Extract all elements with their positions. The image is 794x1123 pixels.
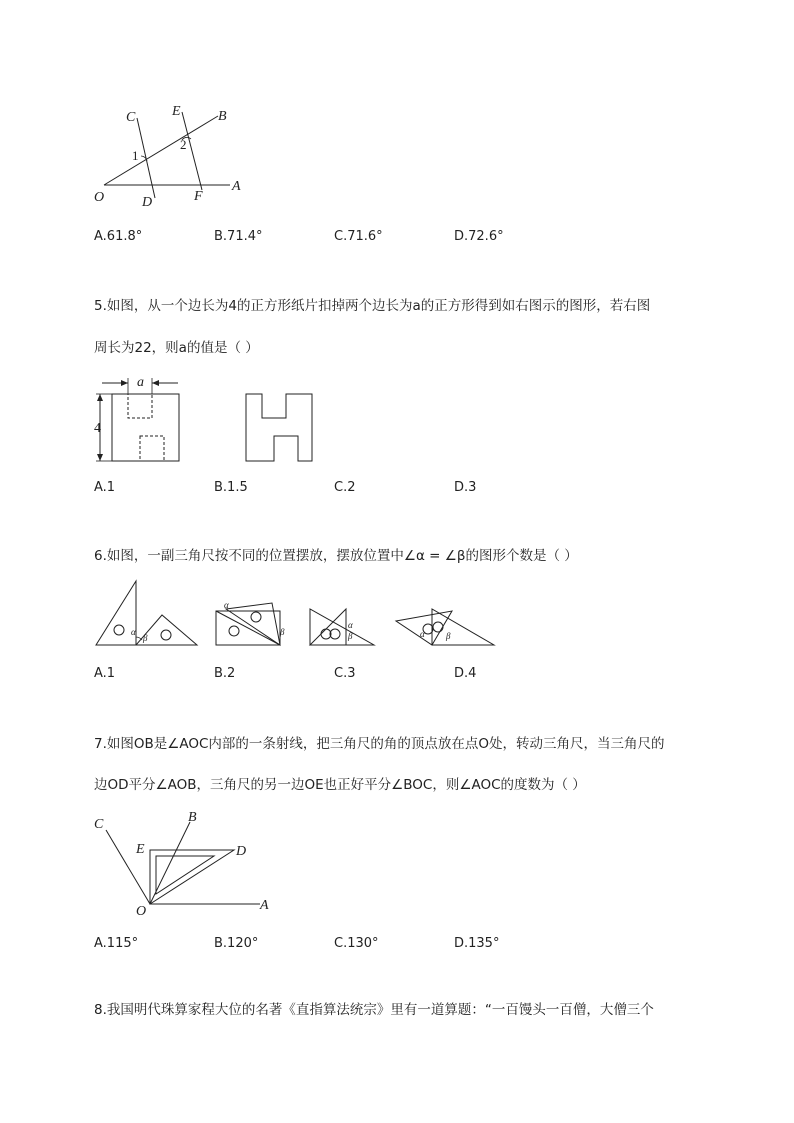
- q8-text-line-1: 8.我国明代珠算家程大位的名著《直指算法统宗》里有一道算题：“一百馒头一百僧，大僧三个: [94, 1002, 654, 1018]
- q6-f3-alpha: α: [348, 620, 353, 630]
- q4-option-a: A.61.8°: [94, 229, 143, 244]
- q5-label-4: 4: [94, 421, 101, 436]
- q5-dim-4-arrow-bottom: [97, 454, 103, 461]
- q7-figure: [88, 808, 288, 918]
- q7-text-line-1: 7.如图OB是∠AOC内部的一条射线，把三角尺的角的顶点放在点O处，转动三角尺，当三角尺的: [94, 736, 665, 752]
- q7-label-c: C: [94, 817, 104, 832]
- q5-h-shape: [246, 394, 312, 461]
- q6-f2-alpha: α: [224, 600, 229, 610]
- q6-f3-beta: β: [348, 631, 353, 641]
- q4-label-c: C: [126, 110, 136, 125]
- q7-label-d: D: [236, 844, 247, 859]
- q6-f4-beta: β: [446, 631, 451, 641]
- q6-figure-4: [396, 609, 494, 645]
- q5-removed-square-top: [128, 394, 152, 418]
- q7-label-e: E: [136, 842, 145, 857]
- q6-figure: [90, 575, 500, 655]
- q5-dim-a-left-arrow: [121, 380, 128, 386]
- q5-text-line-1: 5.如图，从一个边长为4的正方形纸片扣掉两个边长为a的正方形得到如右图示的图形，若右图: [94, 298, 651, 314]
- q5-text-line-2: 周长为22，则a的值是（ ）: [94, 340, 259, 356]
- q6-f1-alpha: α: [131, 627, 136, 637]
- q6-figure-3: [310, 609, 374, 645]
- q6-f1-beta: β: [143, 633, 148, 643]
- q7-option-b: B.120°: [214, 936, 259, 951]
- q7-option-d: D.135°: [454, 936, 500, 951]
- q4-label-b: B: [218, 109, 227, 124]
- q6-option-d: D.4: [454, 666, 477, 681]
- q4-label-f: F: [194, 189, 203, 204]
- q4-ray-ob: [104, 116, 218, 185]
- q7-option-a: A.115°: [94, 936, 139, 951]
- q4-label-o: O: [94, 190, 105, 205]
- q4-label-d: D: [142, 195, 153, 210]
- q4-option-d: D.72.6°: [454, 229, 504, 244]
- q5-removed-square-bottom: [140, 436, 164, 461]
- q6-figure-2: [216, 600, 285, 645]
- q5-label-a: a: [137, 375, 144, 390]
- q6-text-line-1: 6.如图，一副三角尺按不同的位置摆放，摆放位置中∠α = ∠β的图形个数是（ ）: [94, 548, 578, 564]
- q5-option-a: A.1: [94, 480, 116, 495]
- q6-option-a: A.1: [94, 666, 116, 681]
- q6-figure-1: [96, 581, 197, 645]
- q4-option-b: B.71.4°: [214, 229, 263, 244]
- q6-option-b: B.2: [214, 666, 236, 681]
- q7-label-b: B: [188, 810, 197, 825]
- q6-option-c: C.3: [334, 666, 356, 681]
- q5-option-c: C.2: [334, 480, 356, 495]
- q7-option-c: C.130°: [334, 936, 379, 951]
- q7-label-a: A: [260, 898, 269, 913]
- q5-dim-a-right-arrow: [152, 380, 159, 386]
- q7-text-line-2: 边OD平分∠AOB，三角尺的另一边OE也正好平分∠BOC，则∠AOC的度数为（ ）: [94, 777, 586, 793]
- q5-dim-4-arrow-top: [97, 394, 103, 401]
- q4-label-angle-1: 1: [132, 148, 139, 163]
- q4-option-c: C.71.6°: [334, 229, 383, 244]
- q4-label-a: A: [232, 179, 241, 194]
- q5-figure: [90, 370, 330, 470]
- q5-square: [112, 394, 179, 461]
- q4-figure: [90, 98, 260, 208]
- q4-label-e: E: [172, 104, 181, 119]
- q5-option-d: D.3: [454, 480, 477, 495]
- q7-set-square-outer: [150, 850, 234, 904]
- q5-option-b: B.1.5: [214, 480, 248, 495]
- q7-label-o: O: [136, 904, 147, 919]
- q6-f4-alpha: α: [420, 629, 425, 639]
- q6-f2-beta: β: [280, 627, 285, 637]
- q4-label-angle-2: 2: [180, 137, 187, 152]
